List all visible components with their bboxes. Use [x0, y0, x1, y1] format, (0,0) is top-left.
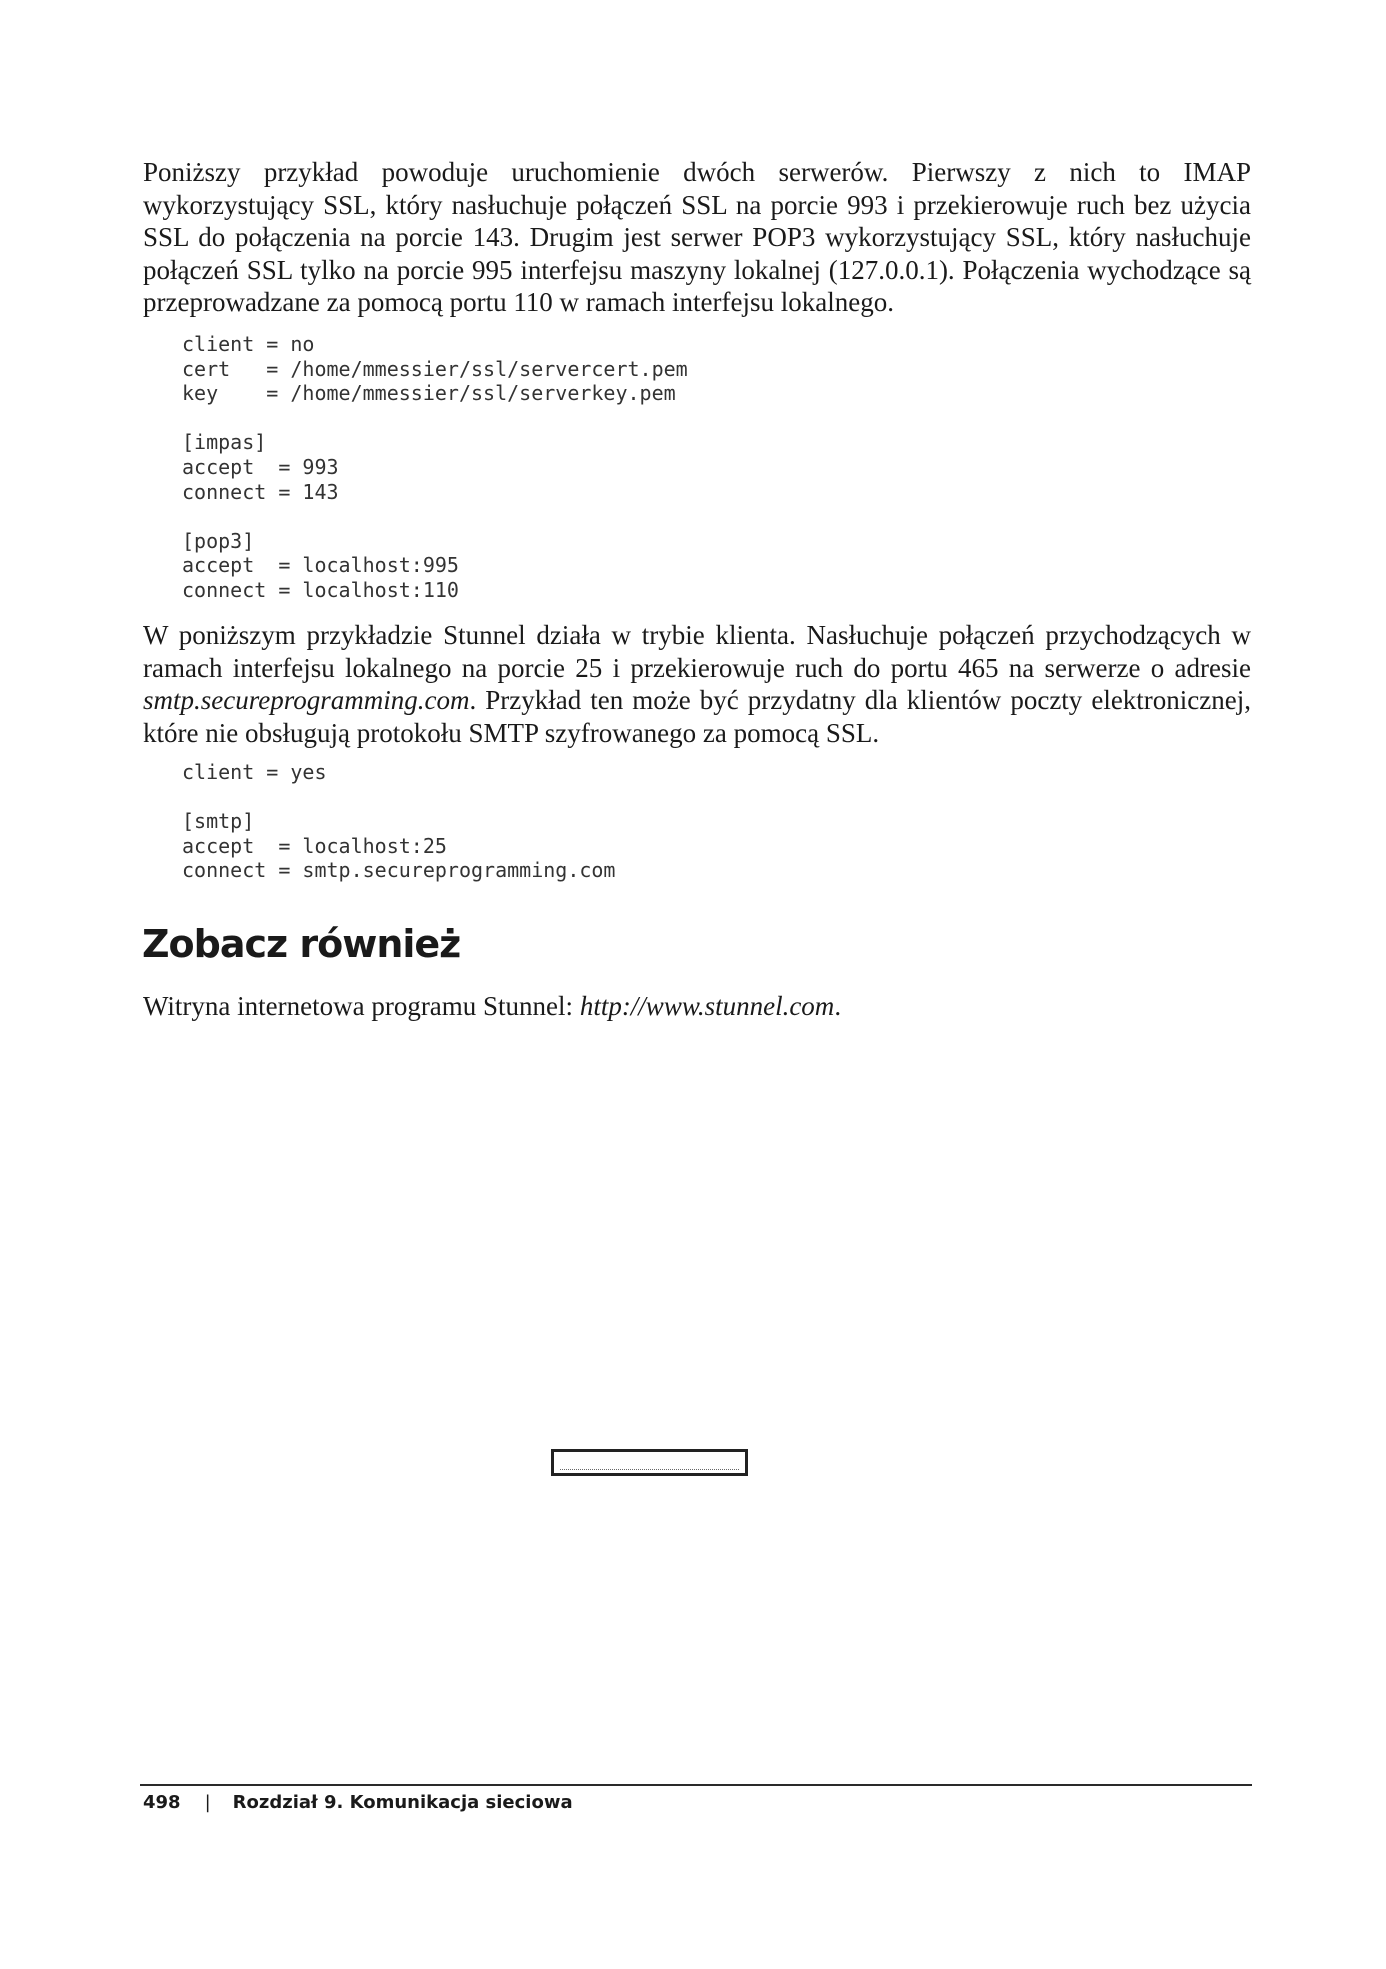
- page-footer: [143, 1791, 573, 1815]
- server-config-code-block: client = no cert = /home/mmessier/ssl/servercert.pem key = /home/mmessier/ssl/serverkey.pem [impas] accept = 993 connect = 143 [pop3] accept = localhost:995 connect = localhost:110: [182, 332, 688, 602]
- see-also-paragraph: [143, 990, 1251, 1023]
- client-paragraph-text-start: W poniższym przykładzie Stunnel działa w trybie klienta. Nasłuchuje połączeń przychodzących w ramach interfejsu lokalnego na porcie 25 i przekierowuje ruch do portu 465 na serwerze o adresie: [143, 620, 1251, 683]
- client-mode-paragraph: [143, 619, 1251, 749]
- intro-paragraph: Poniższy przykład powoduje uruchomienie dwóch serwerów. Pierwszy z nich to IMAP wykorzystujący SSL, który nasłuchuje połączeń SSL na porcie 993 i przekierowuje ruch bez użycia SSL do połączenia na porcie 143. Drugim jest serwer POP3 wykorzystujący SSL, który nasłuchuje połączeń SSL tylko na porcie 995 interfejsu maszyny lokalnej (127.0.0.1). Połączenia wychodzące są przeprowadzane za pomocą portu 110 w ramach interfejsu lokalnego.: [143, 157, 1251, 318]
- stunnel-url-link[interactable]: http://www.stunnel.com: [579, 991, 835, 1021]
- section-heading: Zobacz również: [142, 922, 461, 966]
- client-paragraph-text-end: . Przykład ten może być przydatny dla klientów poczty elektronicznej, które nie obsługują protokołu SMTP szyfrowanego za pomocą SSL.: [143, 685, 1251, 748]
- chapter-title: Rozdział 9. Komunikacja sieciowa: [232, 1792, 573, 1813]
- see-also-text: Witryna internetowa programu Stunnel:: [143, 991, 580, 1021]
- page-number: 498: [143, 1792, 181, 1813]
- empty-placeholder-box: [551, 1449, 748, 1476]
- smtp-host-link-text: smtp.secureprogramming.com: [143, 685, 470, 716]
- client-config-code-block: client = yes [smtp] accept = localhost:25 connect = smtp.secureprogramming.com: [182, 760, 616, 883]
- footer-divider: [140, 1784, 1252, 1786]
- see-also-period: .: [834, 991, 842, 1021]
- footer-separator: |: [204, 1792, 211, 1813]
